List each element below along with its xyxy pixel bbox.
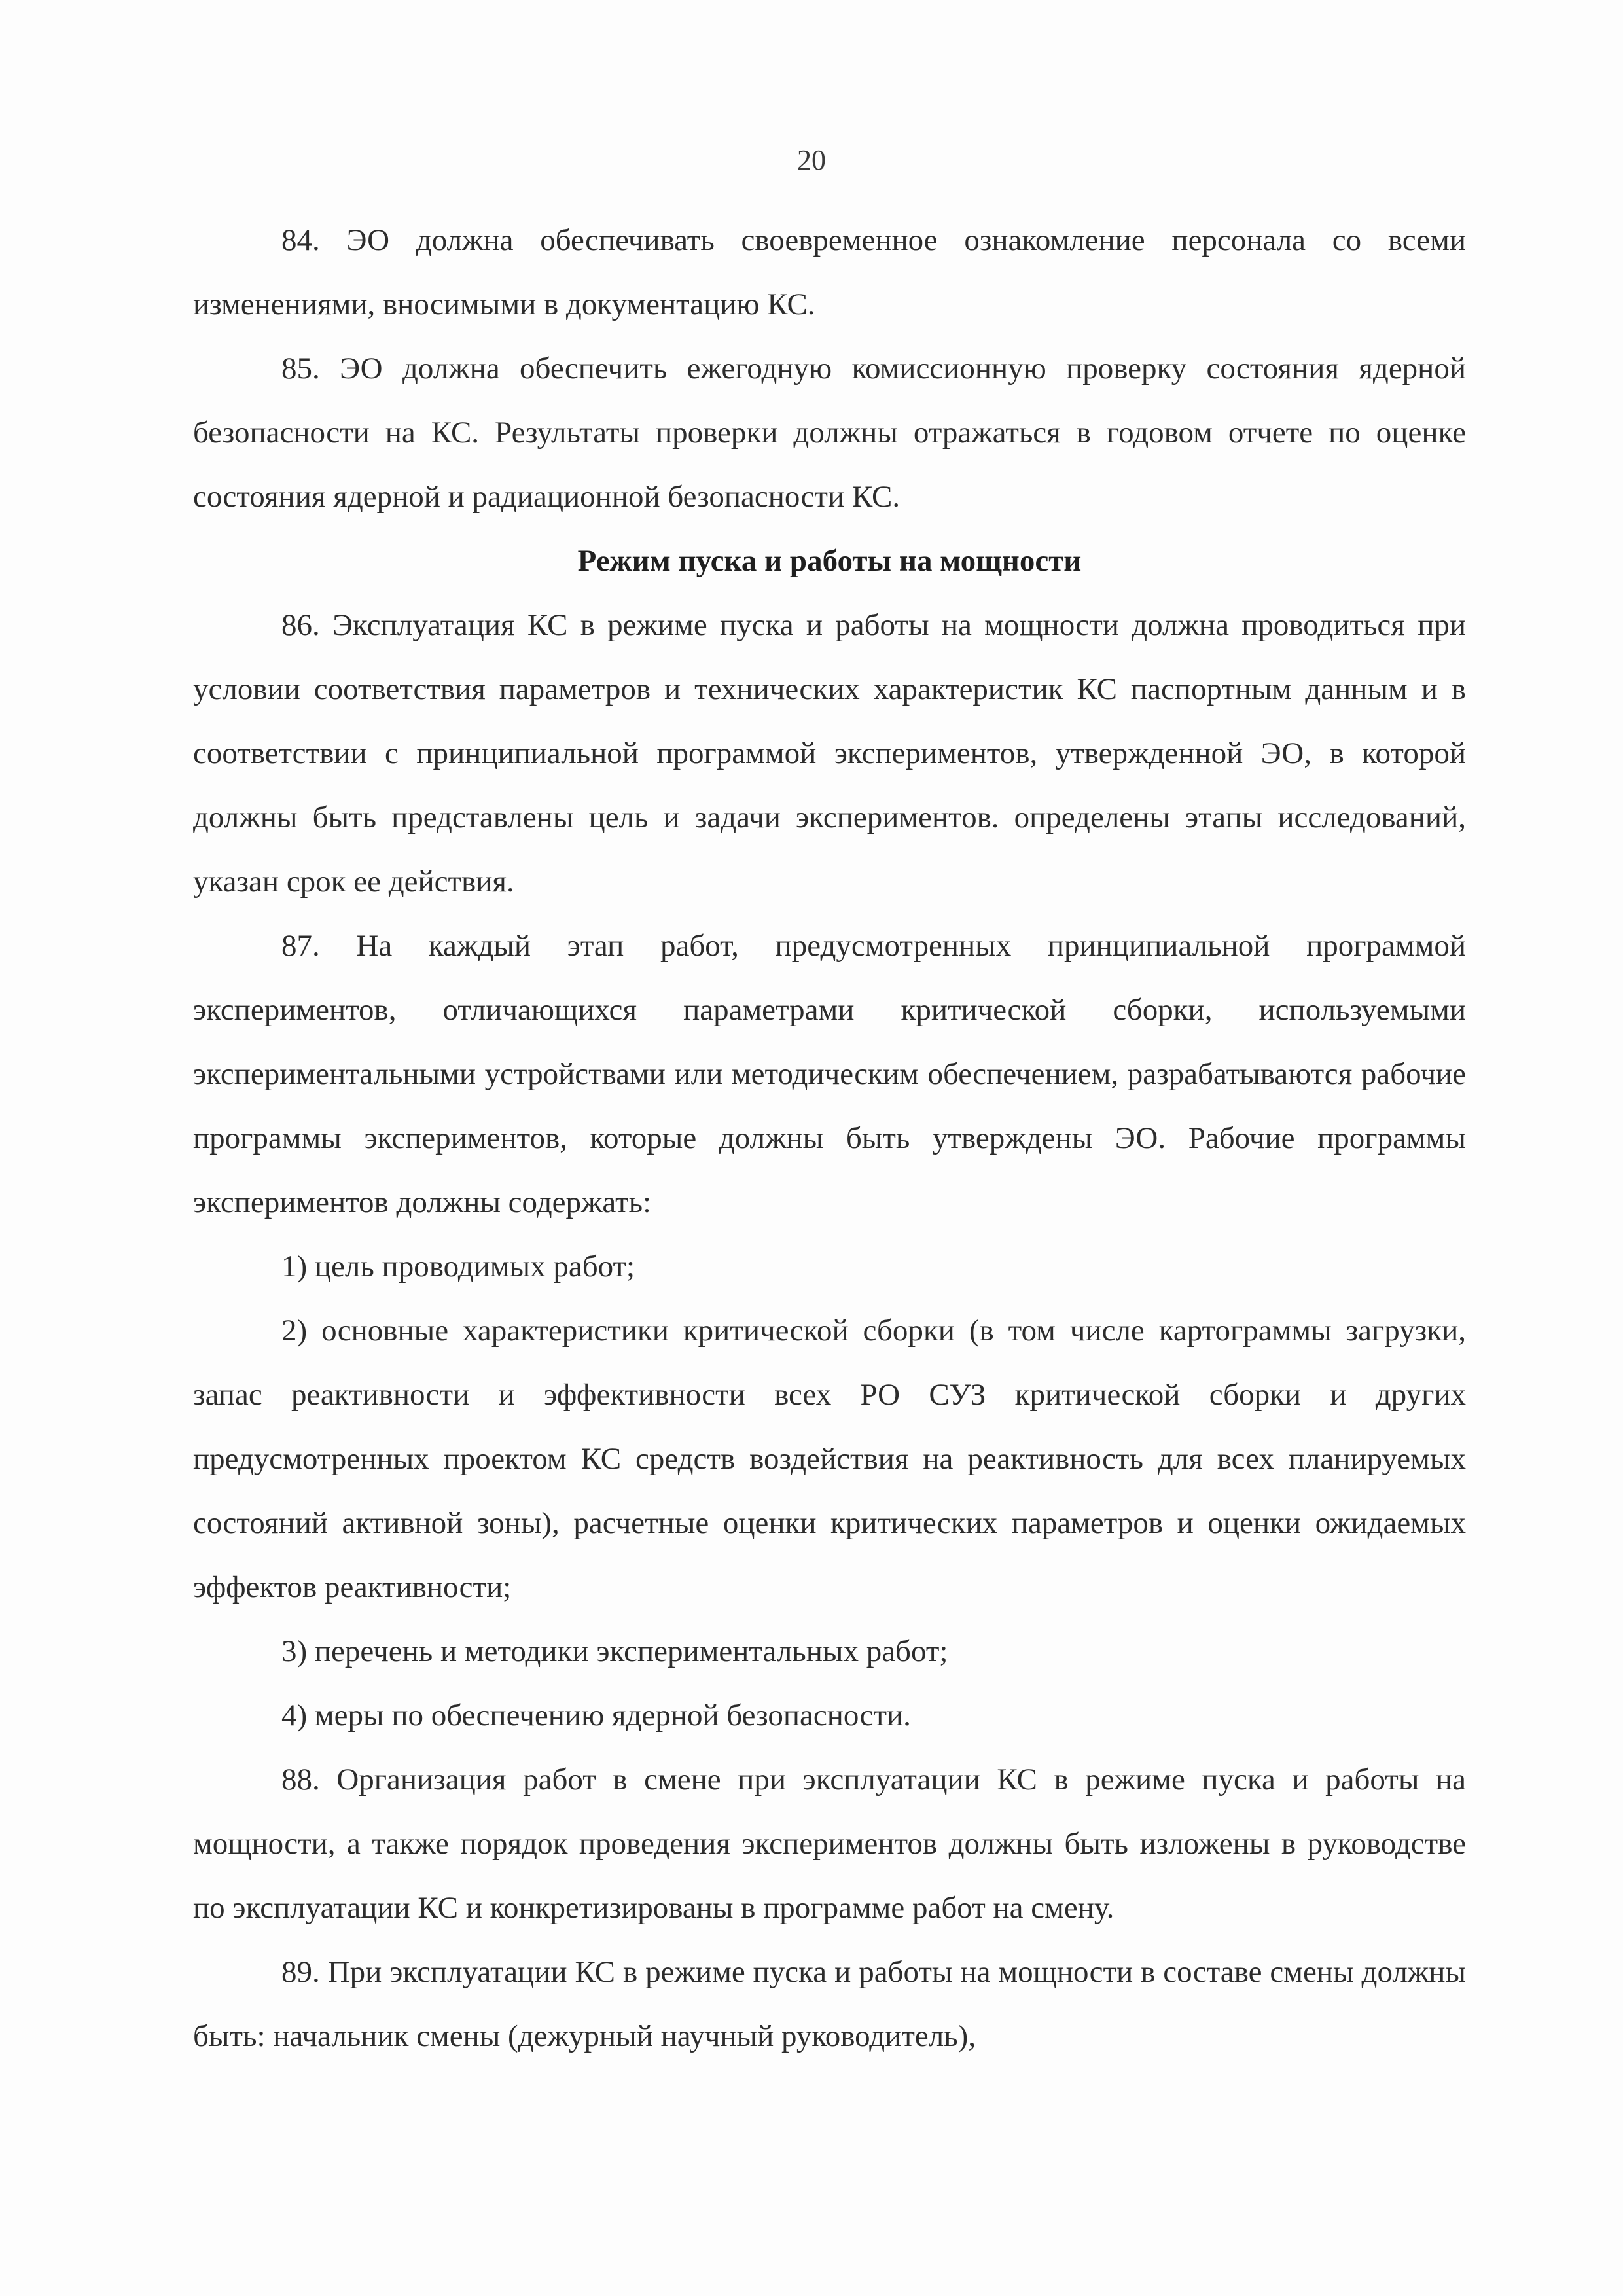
paragraph-85: 85. ЭО должна обеспечить ежегодную комиссионную проверку состояния ядерной безопасности на КС. Результаты проверки должны отражаться в годовом отчете по оценке состояния ядерной и радиационной безопасности КС. [193,351,1466,514]
paragraph-84: 84. ЭО должна обеспечивать своевременное ознакомление персонала со всеми изменениями, вносимыми в документацию КС. [193,223,1466,321]
list-item-4: 4) меры по обеспечению ядерной безопасности. [281,1698,911,1732]
section-heading: Режим пуска и работы на мощности [577,544,1082,578]
document-body [193,208,1466,2068]
list-item-3: 3) перечень и методики экспериментальных работ; [281,1634,948,1668]
list-item-1: 1) цель проводимых работ; [281,1249,635,1283]
page-number: 20 [797,144,826,176]
paragraph-86: 86. Эксплуатация КС в режиме пуска и работы на мощности должна проводиться при условии соответствия параметров и технических характеристик КС паспортным данным и в соответствии с принципиальной программой экспериментов, утвержденной ЭО, в которой должны быть представлены цель и задачи экспериментов. определены этапы исследований, указан срок ее действия. [193,608,1466,899]
paragraph-88: 88. Организация работ в смене при эксплуатации КС в режиме пуска и работы на мощности, а также порядок проведения экспериментов должны быть изложены в руководстве по эксплуатации КС и конкретизированы в программе работ на смену. [193,1763,1466,1925]
list-item-2: 2) основные характеристики критической сборки (в том числе картограммы загрузки, запас реактивности и эффективности всех РО СУЗ критической сборки и других предусмотренных проектом КС средств воздействия на реактивность для всех планируемых состояний активной зоны), расчетные оценки критических параметров и оценки ожидаемых эффектов реактивности; [193,1314,1466,1604]
paragraph-87: 87. На каждый этап работ, предусмотренных принципиальной программой экспериментов, отличающихся параметрами критической сборки, используемыми экспериментальными устройствами или методическим обеспечением, разрабатываются рабочие программы экспериментов, которые должны быть утверждены ЭО. Рабочие программы экспериментов должны содержать: [193,929,1466,1219]
paragraph-89: 89. При эксплуатации КС в режиме пуска и работы на мощности в составе смены должны быть: начальник смены (дежурный научный руководитель), [193,1955,1466,2053]
